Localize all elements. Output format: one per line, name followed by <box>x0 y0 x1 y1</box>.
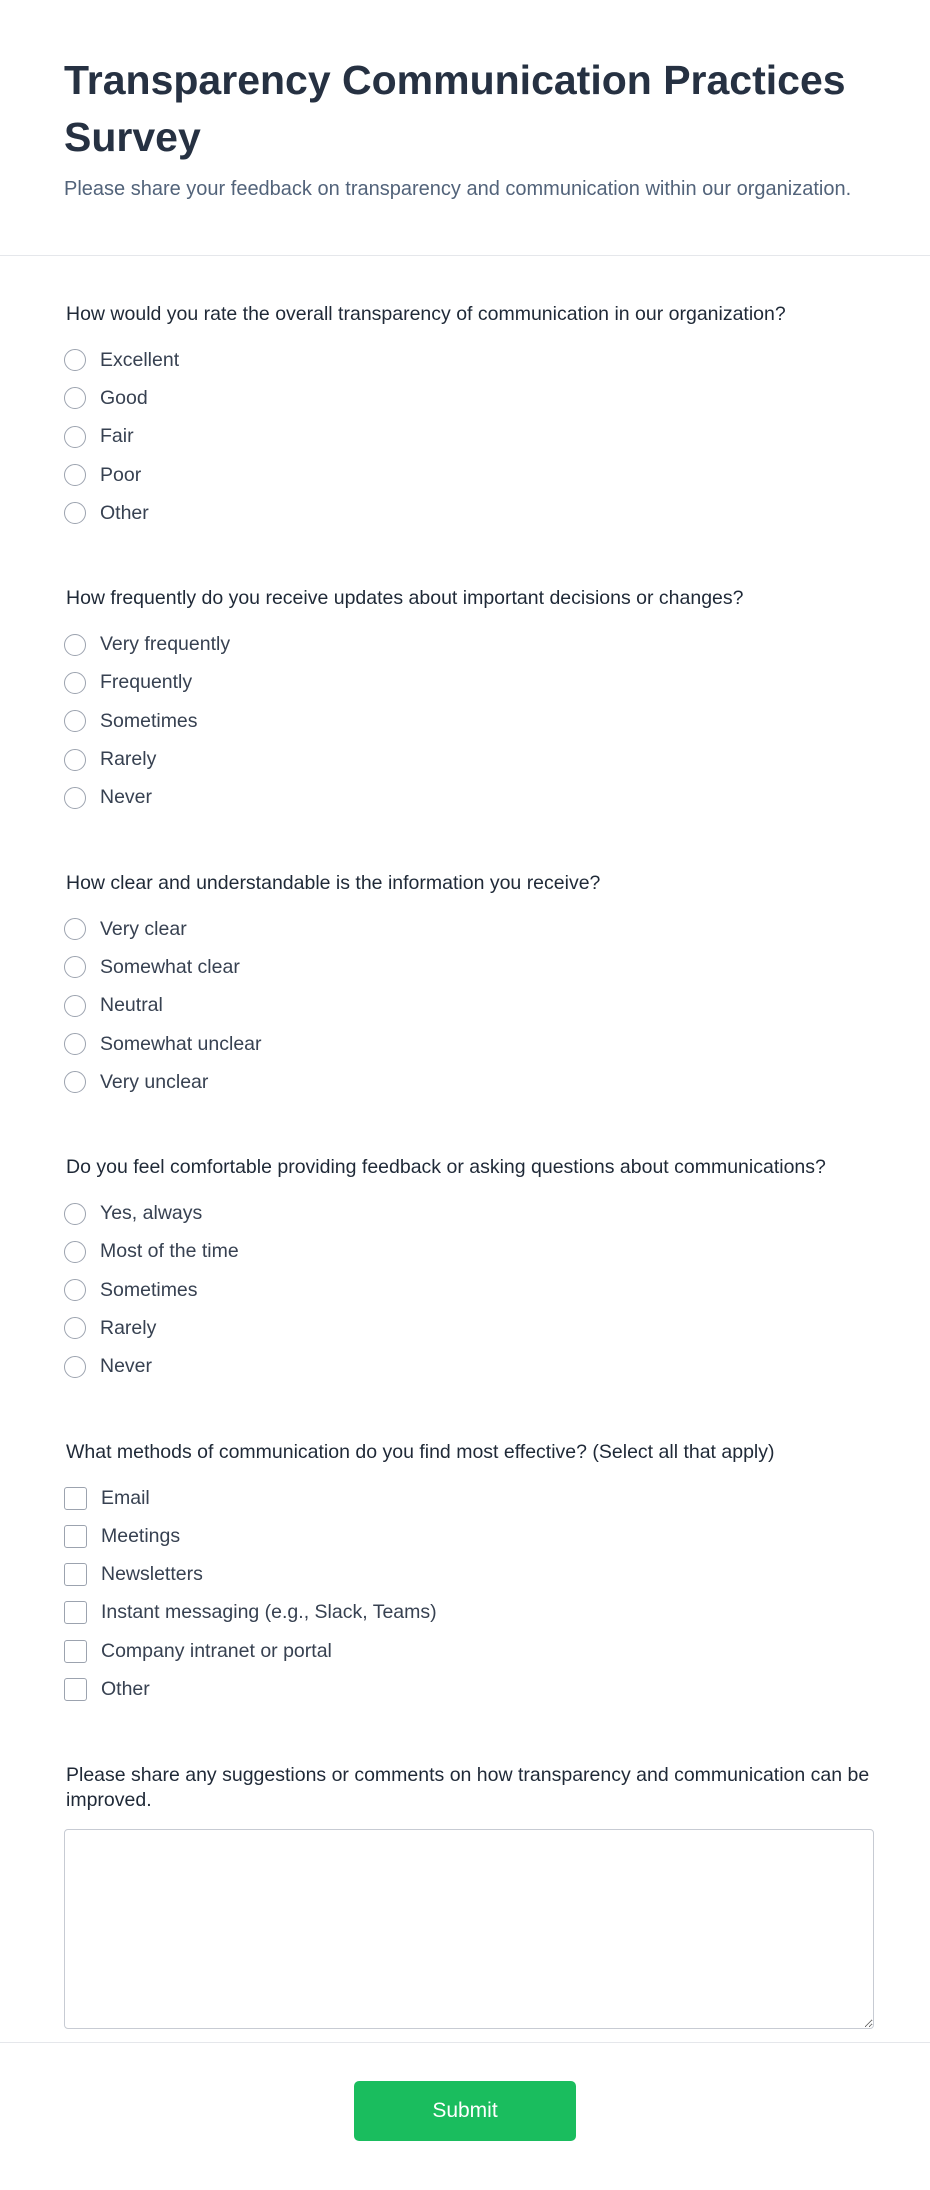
radio-option[interactable] <box>64 456 866 494</box>
option-label[interactable]: Never <box>100 786 153 809</box>
radio-button[interactable] <box>64 349 86 371</box>
option-label[interactable]: Rarely <box>100 748 157 771</box>
radio-button[interactable] <box>64 787 86 809</box>
option-label[interactable]: Other <box>101 1678 150 1701</box>
checkbox-option[interactable] <box>64 1594 866 1632</box>
radio-option[interactable] <box>64 702 866 740</box>
question-1 <box>64 302 866 532</box>
radio-option[interactable] <box>64 625 866 663</box>
radio-button[interactable] <box>64 1033 86 1055</box>
checkbox-option[interactable] <box>64 1517 866 1555</box>
option-label[interactable]: Meetings <box>101 1524 181 1547</box>
question-4 <box>64 1155 866 1385</box>
checkbox[interactable] <box>64 1640 87 1663</box>
checkbox-option[interactable] <box>64 1670 866 1708</box>
option-label[interactable]: Neutral <box>100 994 163 1017</box>
radio-button[interactable] <box>64 426 86 448</box>
option-label[interactable]: Never <box>100 1355 153 1378</box>
question-2 <box>64 586 866 816</box>
option-label[interactable]: Yes, always <box>100 1202 203 1225</box>
radio-button[interactable] <box>64 1317 86 1339</box>
option-label[interactable]: Sometimes <box>100 1278 198 1301</box>
option-label[interactable]: Most of the time <box>100 1240 239 1263</box>
survey-body <box>0 256 930 2029</box>
radio-button[interactable] <box>64 995 86 1017</box>
radio-option[interactable] <box>64 341 866 379</box>
checkbox[interactable] <box>64 1601 87 1624</box>
question-list <box>64 302 866 1709</box>
question-label: How frequently do you receive updates about important decisions or changes? <box>66 587 744 610</box>
option-label[interactable]: Newsletters <box>101 1563 203 1586</box>
radio-option[interactable] <box>64 1348 866 1386</box>
radio-option[interactable] <box>64 664 866 702</box>
option-label[interactable]: Email <box>101 1486 150 1509</box>
radio-button[interactable] <box>64 387 86 409</box>
option-label[interactable]: Frequently <box>100 671 193 694</box>
option-label[interactable]: Poor <box>100 463 142 486</box>
option-label[interactable]: Company intranet or portal <box>101 1639 332 1662</box>
option-label[interactable]: Good <box>100 386 148 409</box>
question-label: Do you feel comfortable providing feedback or asking questions about communications? <box>66 1156 826 1179</box>
submit-button[interactable]: Submit <box>354 2081 576 2141</box>
radio-button[interactable] <box>64 956 86 978</box>
question-label: Please share any suggestions or comments on how transparency and communication can be improved. <box>66 1763 870 1811</box>
option-label[interactable]: Sometimes <box>100 709 198 732</box>
question-label: How would you rate the overall transparency of communication in our organization? <box>66 303 786 325</box>
option-label[interactable]: Excellent <box>100 348 180 371</box>
checkbox-option[interactable] <box>64 1632 866 1670</box>
option-label[interactable]: Very frequently <box>100 633 231 656</box>
radio-button[interactable] <box>64 710 86 732</box>
option-label[interactable]: Somewhat unclear <box>100 1032 262 1055</box>
radio-button[interactable] <box>64 1356 86 1378</box>
radio-button[interactable] <box>64 918 86 940</box>
option-label[interactable]: Fair <box>100 425 134 448</box>
option-label[interactable]: Very clear <box>100 917 187 940</box>
radio-button[interactable] <box>64 1203 86 1225</box>
page-subtitle: Please share your feedback on transparency and communication within our organization. <box>64 178 852 200</box>
option-label[interactable]: Very unclear <box>100 1070 209 1093</box>
radio-option[interactable] <box>64 948 866 986</box>
radio-option[interactable] <box>64 910 866 948</box>
radio-option[interactable] <box>64 418 866 456</box>
form-footer <box>0 2042 930 2141</box>
checkbox-option[interactable] <box>64 1479 866 1517</box>
radio-option[interactable] <box>64 1025 866 1063</box>
radio-button[interactable] <box>64 1071 86 1093</box>
radio-option[interactable] <box>64 1194 866 1232</box>
radio-option[interactable] <box>64 779 866 817</box>
radio-option[interactable] <box>64 494 866 532</box>
question-5 <box>64 1440 866 1709</box>
radio-button[interactable] <box>64 1241 86 1263</box>
checkbox[interactable] <box>64 1487 87 1510</box>
option-label[interactable]: Rarely <box>100 1316 157 1339</box>
radio-option[interactable] <box>64 1063 866 1101</box>
checkbox[interactable] <box>64 1678 87 1701</box>
checkbox[interactable] <box>64 1525 87 1548</box>
question-3 <box>64 871 866 1101</box>
page-title: Transparency Communication Practices Survey <box>64 57 846 160</box>
option-label[interactable]: Instant messaging (e.g., Slack, Teams) <box>101 1601 437 1624</box>
question-label: How clear and understandable is the information you receive? <box>66 871 601 894</box>
comments-textarea[interactable] <box>64 1829 874 2029</box>
option-label[interactable]: Other <box>100 501 149 524</box>
option-label[interactable]: Somewhat clear <box>100 955 240 978</box>
radio-option[interactable] <box>64 987 866 1025</box>
radio-option[interactable] <box>64 740 866 778</box>
question-label: What methods of communication do you find most effective? (Select all that apply) <box>66 1440 775 1463</box>
radio-button[interactable] <box>64 464 86 486</box>
checkbox-option[interactable] <box>64 1556 866 1594</box>
radio-option[interactable] <box>64 379 866 417</box>
radio-button[interactable] <box>64 502 86 524</box>
survey-header <box>0 0 930 256</box>
radio-option[interactable] <box>64 1233 866 1271</box>
radio-button[interactable] <box>64 634 86 656</box>
radio-option[interactable] <box>64 1309 866 1347</box>
checkbox[interactable] <box>64 1563 87 1586</box>
radio-button[interactable] <box>64 749 86 771</box>
radio-option[interactable] <box>64 1271 866 1309</box>
question-comments <box>64 1763 870 2029</box>
radio-button[interactable] <box>64 1279 86 1301</box>
radio-button[interactable] <box>64 672 86 694</box>
